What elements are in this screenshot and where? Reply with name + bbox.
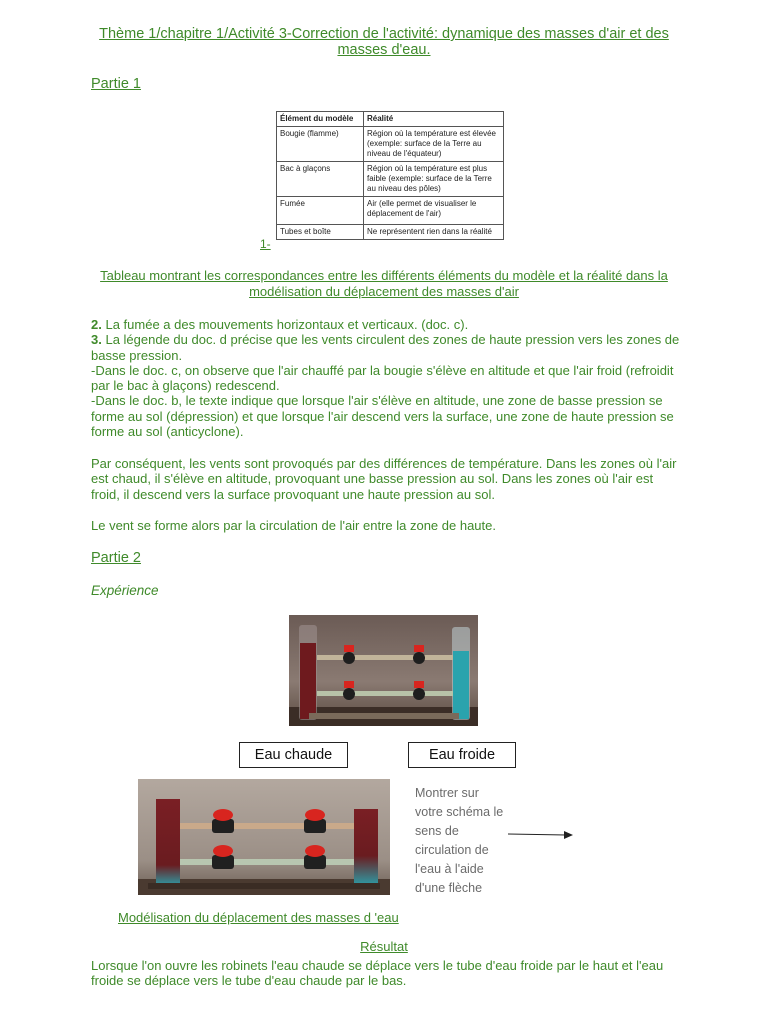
- resultat-heading: Résultat: [360, 939, 408, 954]
- label-eau-chaude: Eau chaude: [239, 742, 348, 768]
- table-cell: Bac à glaçons: [277, 162, 364, 197]
- table-cell: Fumée: [277, 197, 364, 225]
- conclusion: Par conséquent, les vents sont provoqués par des différences de température. Dans les zones où l'air est chaud, il s'élève en altitude, provoquant une basse pression au sol. Dans les zones où l'air est froid, il descend vers la surface provoquant une haute pression au sol.: [91, 456, 677, 502]
- label-eau-froide: Eau froide: [408, 742, 516, 768]
- table-cell: Ne représentent rien dans la réalité: [364, 225, 504, 240]
- answer-3-text: La légende du doc. d précise que les vents circulent des zones de haute pression vers les zones de basse pression.: [91, 332, 680, 363]
- model-caption: Modélisation du déplacement des masses d 'eau: [118, 910, 399, 925]
- partie1-heading: Partie 1: [91, 76, 141, 92]
- model-table: [276, 111, 504, 240]
- table-cell: Tubes et boîte: [277, 225, 364, 240]
- answers-block: [91, 317, 681, 439]
- partie2-heading: Partie 2: [91, 550, 141, 566]
- line-doc-c: -Dans le doc. c, on observe que l'air chauffé par la bougie s'élève en altitude et que l'air froid (refroidit par le bac à glaçons) redescend.: [91, 362, 674, 394]
- answer-3-number: 3.: [91, 332, 102, 348]
- model-photo: [138, 779, 390, 895]
- table-cell: Bougie (flamme): [277, 127, 364, 162]
- line-doc-b: -Dans le doc. b, le texte indique que lorsque l'air s'élève en altitude, une zone de basse pression se forme au sol (dépression) et que lorsque l'air descend vers la surface, une zone de haute pression se forme au sol (anticyclone).: [91, 393, 674, 440]
- resultat-text: Lorsque l'on ouvre les robinets l'eau chaude se déplace vers le tube d'eau froide par le haut et l'eau froide se déplace vers le tube d'eau chaude par le bas.: [91, 958, 664, 989]
- answer-2-number: 2.: [91, 317, 102, 332]
- experience-label: Expérience: [91, 583, 159, 598]
- instruction-note: Montrer sur votre schéma le sens de circulation de l'eau à l'aide d'une flèche: [415, 786, 504, 895]
- arrow-icon: [506, 828, 576, 842]
- item-number: 1-: [260, 237, 271, 251]
- page-title: Thème 1/chapitre 1/Activité 3-Correction de l'activité: dynamique des masses d'air et des masses d'eau.: [99, 26, 669, 58]
- table-caption: Tableau montrant les correspondances entre les différents éléments du modèle et la réalité dans la modélisation du déplacement des masses d'air: [100, 268, 668, 299]
- answer-2-text: La fumée a des mouvements horizontaux et verticaux. (doc. c).: [105, 317, 469, 332]
- answer-2: [91, 317, 681, 332]
- model-table-image: [276, 111, 504, 240]
- table-header: Élément du modèle: [277, 112, 364, 127]
- answer-3: [91, 332, 681, 363]
- table-header: Réalité: [364, 112, 504, 127]
- vent-sentence: Le vent se forme alors par la circulation de l'air entre la zone de haute.: [91, 518, 496, 533]
- table-cell: Air (elle permet de visualiser le déplacement de l'air): [364, 197, 504, 225]
- experiment-photo: [289, 615, 478, 726]
- table-cell: Région où la température est élevée (exemple: surface de la Terre au niveau de l'équateur): [364, 127, 504, 162]
- table-cell: Région où la température est plus faible (exemple: surface de la Terre au niveau des pôles): [364, 162, 504, 197]
